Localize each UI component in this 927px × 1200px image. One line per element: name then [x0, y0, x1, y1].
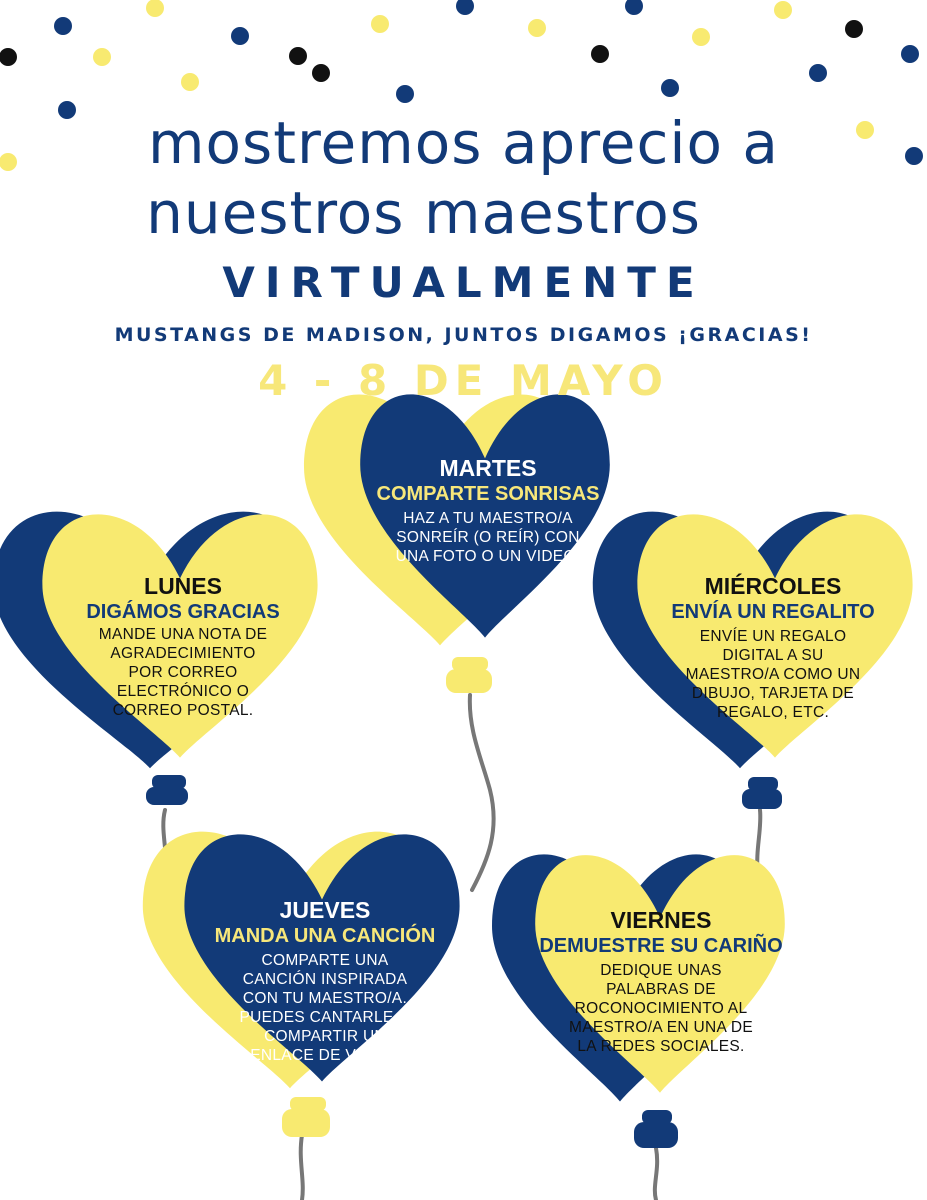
- lunes-text: [58, 572, 308, 721]
- lunes-day: LUNES: [144, 573, 222, 599]
- jueves-text: [190, 896, 460, 1066]
- martes-day: MARTES: [439, 455, 537, 481]
- tagline: MUSTANGS DE MADISON, JUNTOS DIGAMOS ¡GRACIAS!: [114, 324, 813, 346]
- lunes-description: MANDE UNA NOTA DE AGRADECIMIENTO POR CORREO ELECTRÓNICO O CORREO POSTAL.: [98, 626, 268, 720]
- viernes-activity: DEMUESTRE SU CARIÑO: [539, 935, 783, 958]
- jueves-activity: MANDA UNA CANCIÓN: [214, 925, 436, 948]
- event-dates: 4 - 8 DE MAYO: [258, 356, 669, 405]
- headline-line-2: nuestros maestros: [146, 179, 701, 247]
- viernes-day: VIERNES: [610, 907, 712, 933]
- miercoles-description: ENVÍE UN REGALO DIGITAL A SU MAESTRO/A COMO UN DIBUJO, TARJETA DE REGALO, ETC.: [685, 628, 861, 722]
- headline-line-1: mostremos aprecio a: [148, 109, 779, 177]
- miercoles-day: MIÉRCOLES: [704, 573, 842, 599]
- lunes-activity: DIGÁMOS GRACIAS: [86, 601, 280, 624]
- viernes-text: [536, 906, 786, 1057]
- viernes-description: DEDIQUE UNAS PALABRAS DE ROCONOCIMIENTO AL MAESTRO/A EN UNA DE LA REDES SOCIALES.: [569, 962, 753, 1056]
- jueves-day: JUEVES: [279, 897, 371, 923]
- headline-virtualmente: VIRTUALMENTE: [222, 258, 705, 307]
- miercoles-text: [648, 572, 898, 723]
- jueves-description: COMPARTE UNA CANCIÓN INSPIRADA CON TU MAESTRO/A. PUEDES CANTARLE O COMPARTIR UN ENLACE DE VIDEO.: [239, 952, 411, 1064]
- martes-description: HAZ A TU MAESTRO/A SONREÍR (O REÍR) CON UNA FOTO O UN VIDEO.: [395, 510, 581, 566]
- martes-activity: COMPARTE SONRISAS: [376, 483, 600, 506]
- martes-text: [368, 454, 608, 567]
- miercoles-activity: ENVÍA UN REGALITO: [671, 601, 875, 624]
